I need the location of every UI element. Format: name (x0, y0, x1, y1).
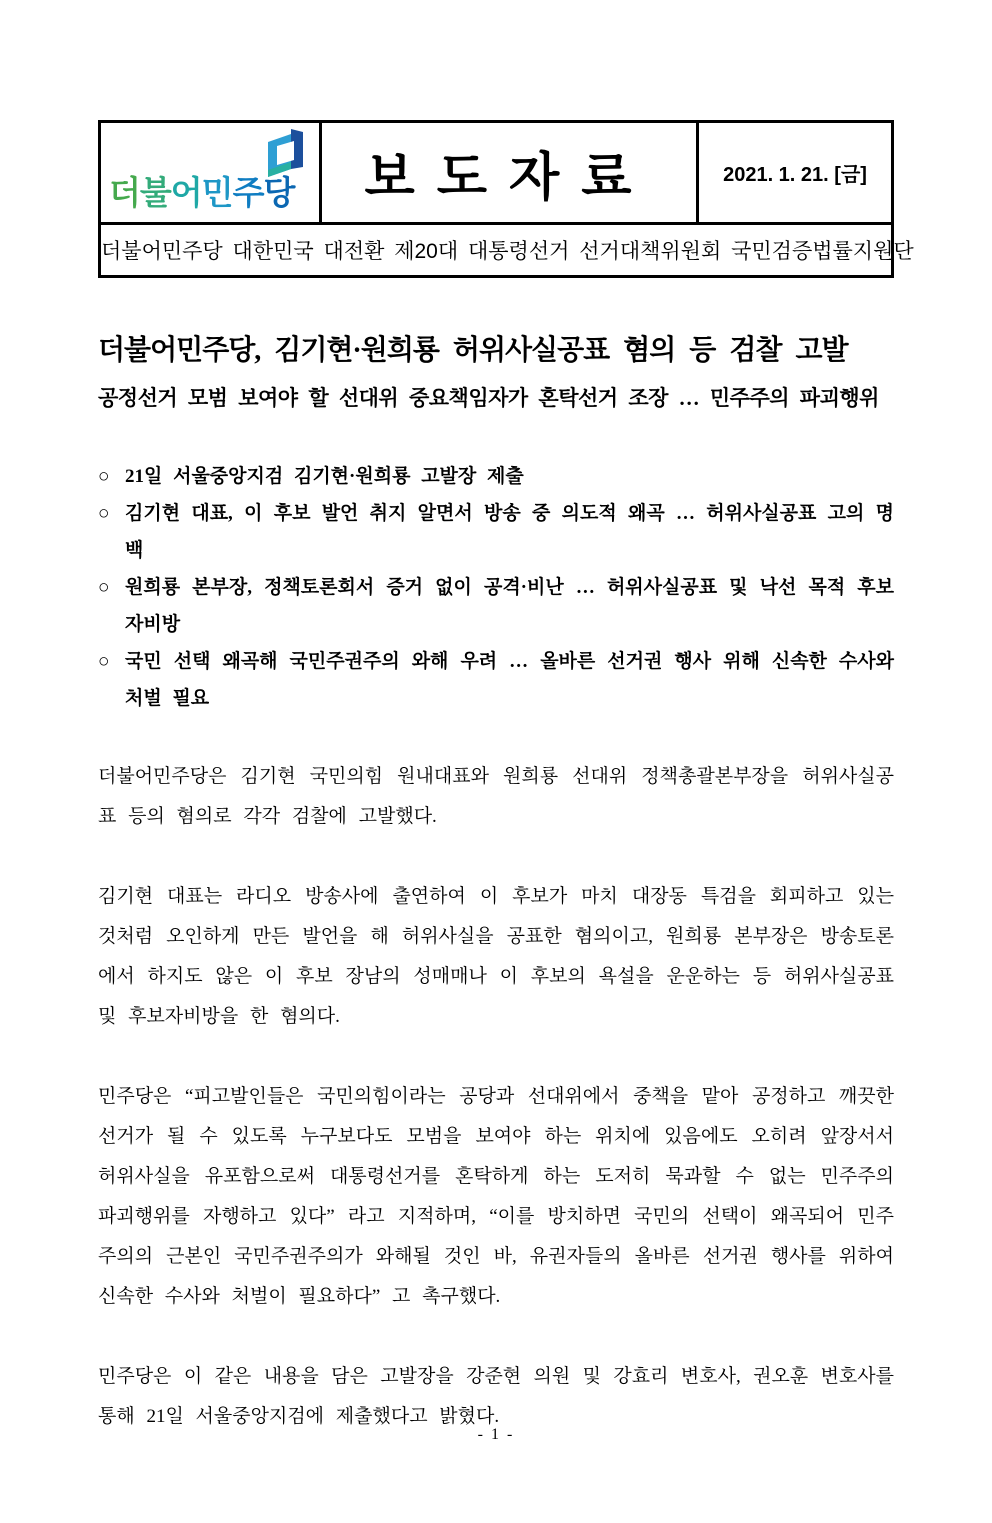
summary-bullet-list (98, 458, 894, 717)
logo-char: 더 (109, 174, 140, 211)
logo-char: 민 (201, 174, 233, 211)
summary-bullet (98, 458, 894, 495)
summary-bullet-text: 21일 서울중앙지검 김기현·원희룡 고발장 제출 (125, 466, 524, 487)
date-cell (698, 122, 893, 224)
party-logo (101, 123, 319, 222)
party-logo-cell (100, 122, 321, 224)
logo-char: 당 (263, 174, 295, 211)
body-paragraph: 민주당은 “피고발인들은 국민의힘이라는 공당과 선대위에서 중책을 맡아 공정하고 깨끗한 선거가 될 수 있도록 누구보다도 모범을 보여야 하는 위치에 있음에도 오히려 앞장서서 허위사실을 유포함으로써 대통령선거를 혼탁하게 하는 도저히 묵과할 수 없는 민주주의 파괴행위를 자행하고 있다” 라고 지적하며, “이를 방치하면 국민의 선택이 왜곡되어 민주주의의 근본인 국민주권주의가 와해될 것인 바, 유권자들의 올바른 선거권 행사를 위하여 신속한 수사와 처벌이 필요하다” 고 촉구했다. (98, 1086, 894, 1307)
body-paragraph: 더불어민주당은 김기현 국민의힘 원내대표와 원희룡 선대위 정책총괄본부장을 허위사실공표 등의 혐의로 각각 검찰에 고발했다. (98, 766, 894, 827)
summary-bullet (98, 495, 894, 569)
doc-type-cell (321, 122, 698, 224)
summary-bullet-text: 원희룡 본부장, 정책토론회서 증거 없이 공격·비난 … 허위사실공표 및 낙선 목적 후보자비방 (125, 577, 894, 635)
press-release-page (0, 120, 992, 1523)
body-paragraph: 김기현 대표는 라디오 방송사에 출연하여 이 후보가 마치 대장동 특검을 회피하고 있는 것처럼 오인하게 만든 발언을 해 허위사실을 공표한 혐의이고, 원희룡 본부장은 방송토론에서 하지도 않은 이 후보 장남의 성매매나 이 후보의 욕설을 운운하는 등 허위사실공표 및 후보자비방을 한 혐의다. (98, 886, 894, 1027)
circle-bullet-marker: ○ (98, 503, 110, 524)
summary-bullet-text: 김기현 대표, 이 후보 발언 취지 알면서 방송 중 의도적 왜곡 … 허위사실공표 고의 명백 (125, 503, 894, 561)
party-logo-text (109, 167, 294, 214)
summary-bullet (98, 643, 894, 717)
circle-bullet-marker: ○ (98, 466, 110, 487)
org-line: 더불어민주당 대한민국 대전환 제20대 대통령선거 선거대책위원회 국민검증법률지원단 (101, 240, 914, 263)
release-date: 2021. 1. 21. [금] (723, 164, 867, 186)
header-table (98, 120, 914, 278)
summary-bullet-text: 국민 선택 왜곡해 국민주권주의 와해 우려 … 올바른 선거권 행사 위해 신속한 수사와 처벌 필요 (125, 651, 894, 709)
page-number: - 1 - (477, 1426, 515, 1443)
logo-char: 어 (170, 174, 202, 211)
circle-bullet-marker: ○ (98, 651, 110, 672)
org-line-cell (100, 224, 914, 277)
article-subtitle: 공정선거 모범 보여야 할 선대위 중요책임자가 혼탁선거 조장 … 민주주의 파괴행위 (98, 386, 879, 410)
logo-char: 주 (232, 174, 264, 211)
summary-bullet (98, 569, 894, 643)
article-body (98, 757, 894, 1437)
article-title: 더불어민주당, 김기현·원희룡 허위사실공표 혐의 등 검찰 고발 (98, 335, 848, 366)
circle-bullet-marker: ○ (98, 577, 110, 598)
logo-char: 불 (139, 174, 171, 211)
body-paragraph: 민주당은 이 같은 내용을 담은 고발장을 강준현 의원 및 강효리 변호사, 권오훈 변호사를 통해 21일 서울중앙지검에 제출했다고 밝혔다. (98, 1366, 894, 1427)
doc-type-title: 보도자료 (364, 149, 654, 207)
